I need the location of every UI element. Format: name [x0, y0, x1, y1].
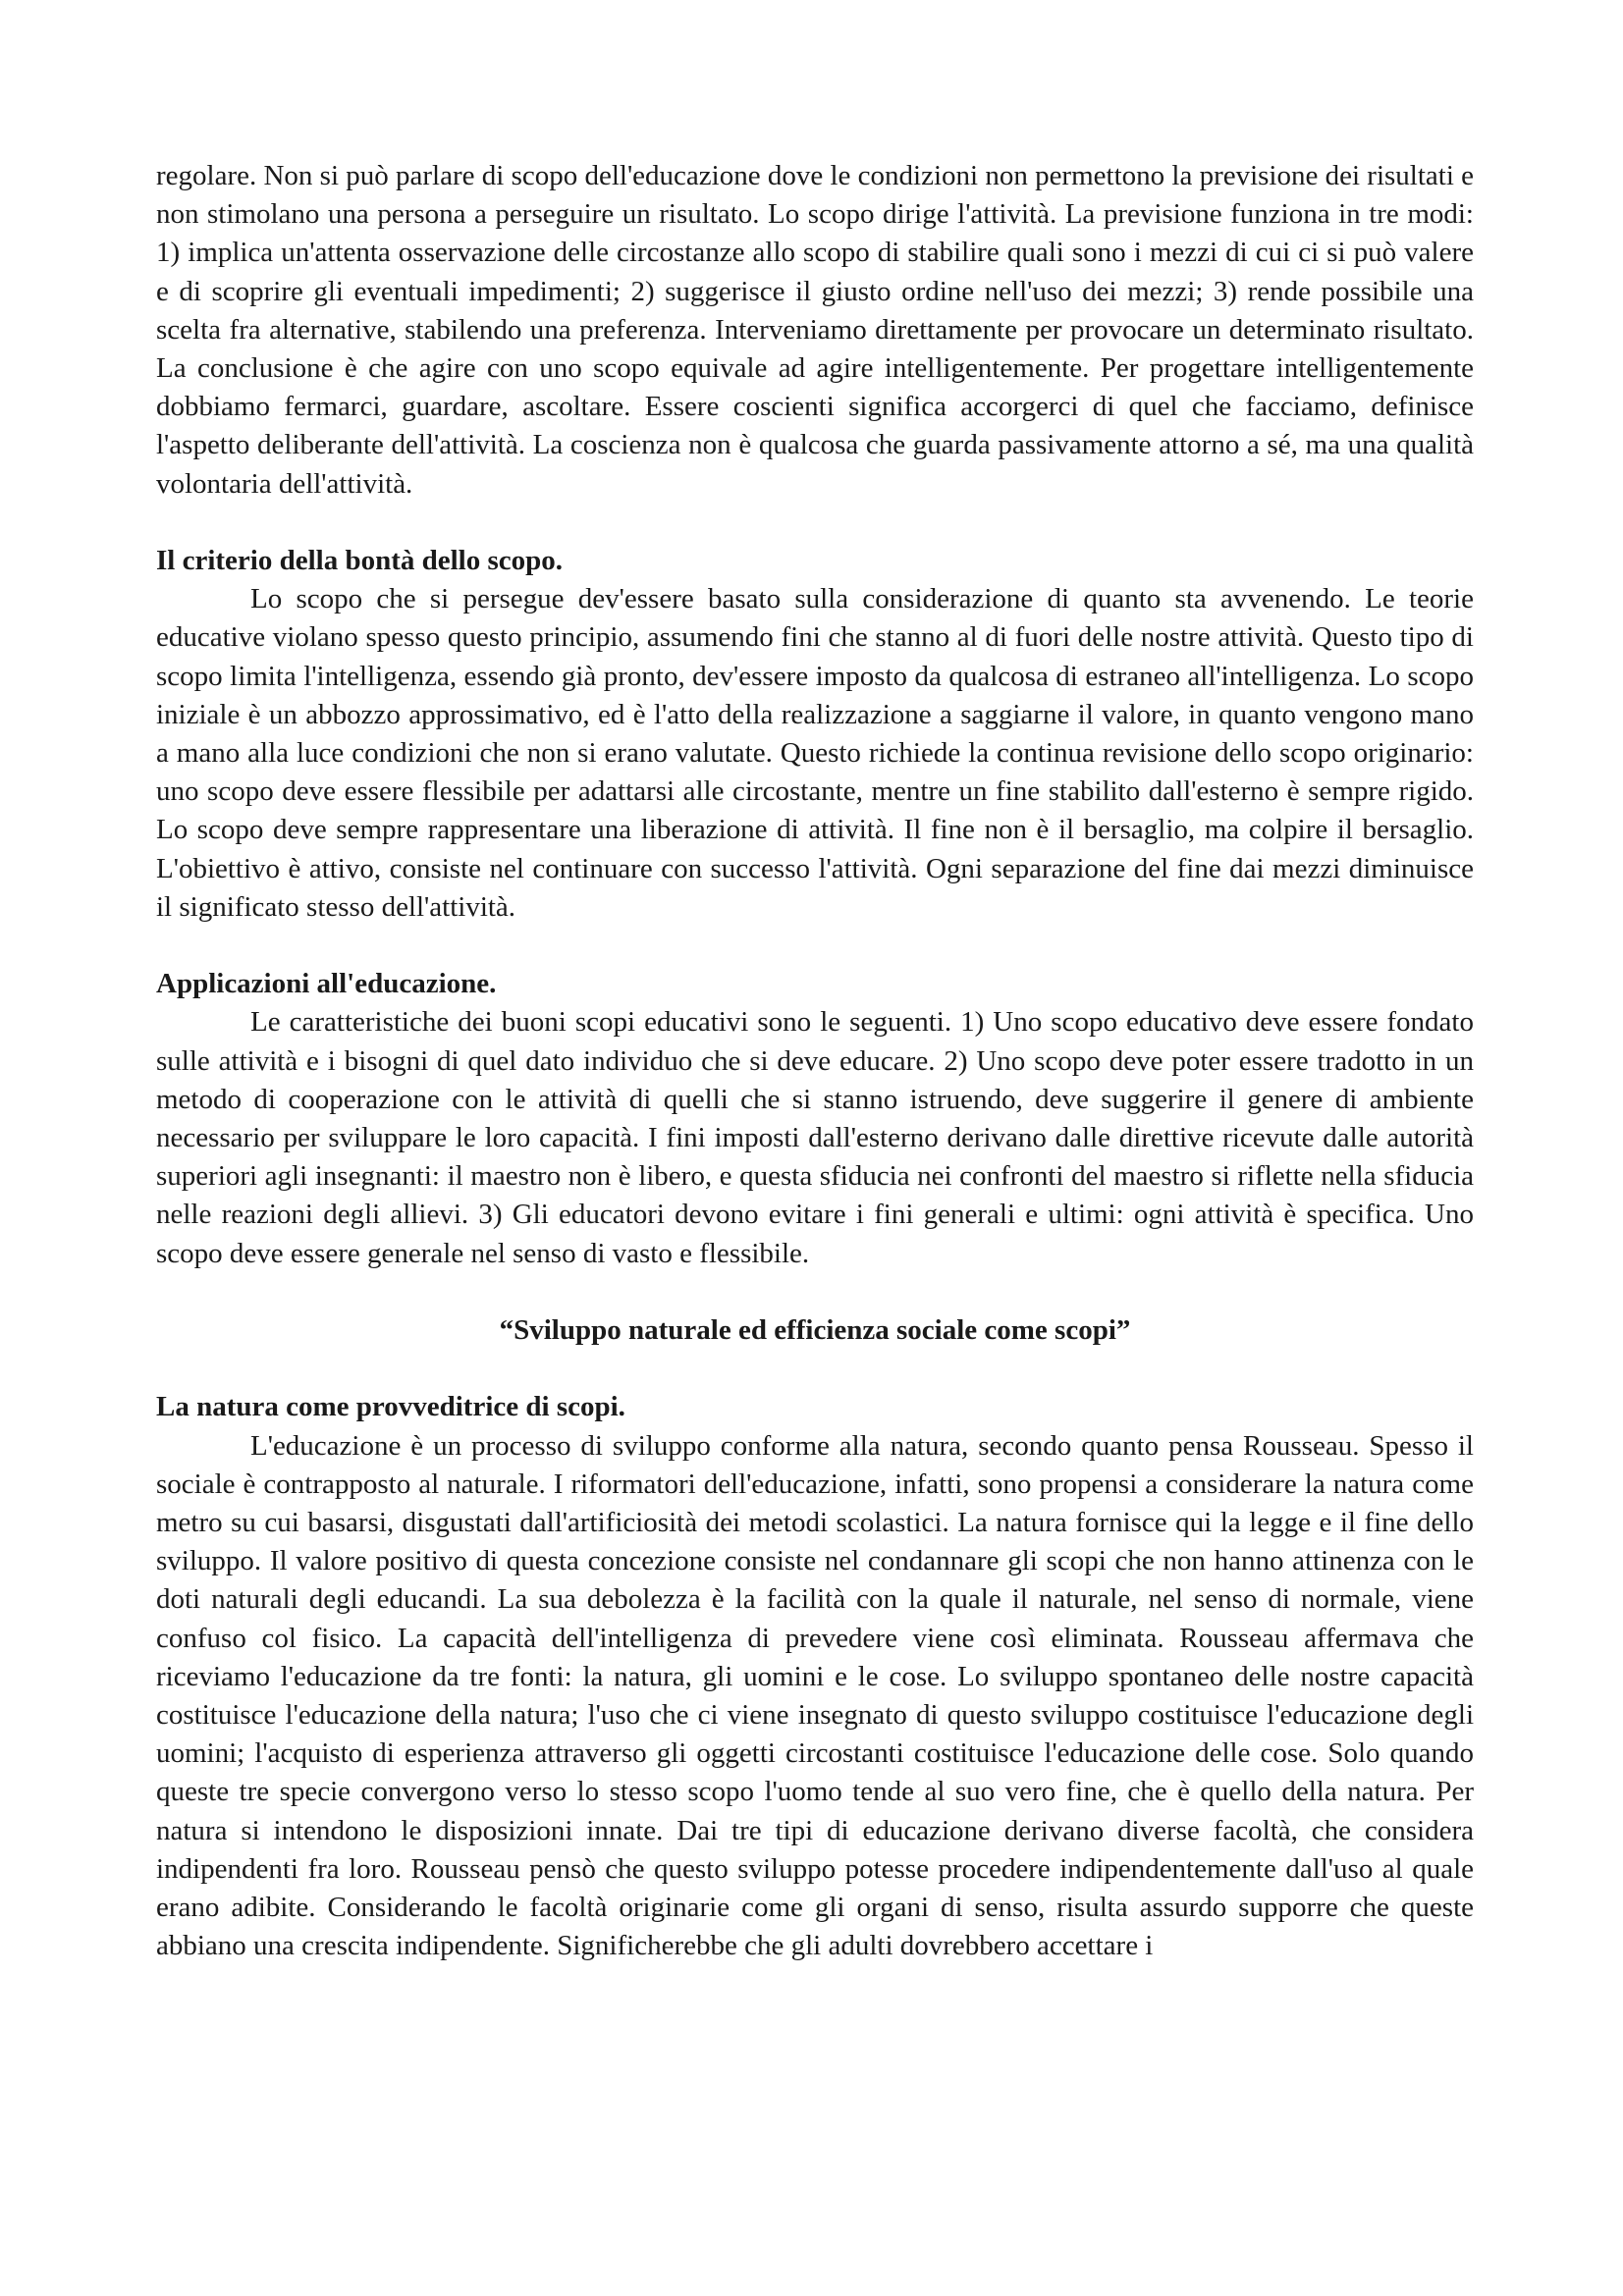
paragraph-2: Lo scopo che si persegue dev'essere basato sulla considerazione di quanto sta avvenendo. Le teorie educative violano spesso questo principio, assumendo fini che stanno al di fuori delle nostre attività. Questo tipo di scopo limita l'intelligenza, essendo già pronto, dev'essere imposto da qualcosa di estraneo all'intelligenza. Lo scopo iniziale è un abbozzo approssimativo, ed è l'atto della realizzazione a saggiarne il valore, in quanto vengono mano a mano alla luce condizioni che non si erano valutate. Questo richiede la continua revisione dello scopo originario: uno scopo deve essere flessibile per adattarsi alle circostante, mentre un fine stabilito dall'esterno è sempre rigido. Lo scopo deve sempre rappresentare una liberazione di attività. Il fine non è il bersaglio, ma colpire il bersaglio. L'obiettivo è attivo, consiste nel continuare con successo l'attività. Ogni separazione del fine dai mezzi diminuisce il significato stesso dell'attività.: [156, 583, 1474, 923]
section-heading-natura: La natura come provveditrice di scopi.: [156, 1391, 625, 1423]
spacer: [156, 1273, 1474, 1311]
paragraph-4: L'educazione è un processo di sviluppo conforme alla natura, secondo quanto pensa Rousseau. Spesso il sociale è contrapposto al naturale. I riformatori dell'educazione, infatti, sono propensi a considerare la natura come metro su cui basarsi, disgustati dall'artificiosità dei metodi scolastici. La natura fornisce qui la legge e il fine dello sviluppo. Il valore positivo di questa concezione consiste nel condannare gli scopi che non hanno attinenza con le doti naturali degli educandi. La sua debolezza è la facilità con la quale il naturale, nel senso di normale, viene confuso col fisico. La capacità dell'intelligenza di prevedere viene così eliminata. Rousseau affermava che riceviamo l'educazione da tre fonti: la natura, gli uomini e le cose. Lo sviluppo spontaneo delle nostre capacità costituisce l'educazione della natura; l'uso che ci viene insegnato di questo sviluppo costituisce l'educazione degli uomini; l'acquisto di esperienza attraverso gli oggetti circostanti costituisce l'educazione delle cose. Solo quando queste tre specie convergono verso lo stesso scopo l'uomo tende al suo vero fine, che è quello della natura. Per natura si intendono le disposizioni innate. Dai tre tipi di educazione derivano diverse facoltà, che considera indipendenti fra loro. Rousseau pensò che questo sviluppo potesse procedere indipendentemente dall'uso al quale erano adibite. Considerando le facoltà originarie come gli organi di senso, risulta assurdo supporre che queste abbiano una crescita indipendente. Significherebbe che gli adulti dovrebbero accettare i: [156, 1429, 1474, 1962]
paragraph-1: regolare. Non si può parlare di scopo dell'educazione dove le condizioni non permettono la previsione dei risultati e non stimolano una persona a perseguire un risultato. Lo scopo dirige l'attività. La previsione funziona in tre modi: 1) implica un'attenta osservazione delle circostanze allo scopo di stabilire quali sono i mezzi di cui ci si può valere e di scoprire gli eventuali impedimenti; 2) suggerisce il giusto ordine nell'uso dei mezzi; 3) rende possibile una scelta fra alternative, stabilendo una preferenza. Interveniamo direttamente per provocare un determinato risultato. La conclusione è che agire con uno scopo equivale ad agire intelligentemente. Per progettare intelligentemente dobbiamo fermarci, guardare, ascoltare. Essere coscienti significa accorgerci di quel che facciamo, definisce l'aspetto deliberante dell'attività. La coscienza non è qualcosa che guarda passivamente attorno a sé, ma una qualità volontaria dell'attività.: [156, 160, 1475, 500]
section-heading-criterio: Il criterio della bontà dello scopo.: [156, 545, 564, 577]
section-heading-applicazioni: Applicazioni all'educazione.: [156, 968, 497, 1000]
spacer: [156, 504, 1474, 542]
document-page: [156, 157, 1474, 1965]
chapter-title: “Sviluppo naturale ed efficienza sociale come scopi”: [499, 1314, 1131, 1347]
paragraph-3: Le caratteristiche dei buoni scopi educativi sono le seguenti. 1) Uno scopo educativo deve essere fondato sulle attività e i bisogni di quel dato individuo che si deve educare. 2) Uno scopo deve poter essere tradotto in un metodo di cooperazione con le attività di quelli che si stanno istruendo, deve suggerire il genere di ambiente necessario per sviluppare le loro capacità. I fini imposti dall'esterno derivano dalle direttive ricevute dalle autorità superiori agli insegnanti: il maestro non è libero, e questa sfiducia nei confronti del maestro si riflette nella sfiducia nelle reazioni degli allievi. 3) Gli educatori devono evitare i fini generali e ultimi: ogni attività è specifica. Uno scopo deve essere generale nel senso di vasto e flessibile.: [156, 1006, 1474, 1269]
spacer: [156, 927, 1474, 965]
spacer: [156, 1350, 1474, 1388]
